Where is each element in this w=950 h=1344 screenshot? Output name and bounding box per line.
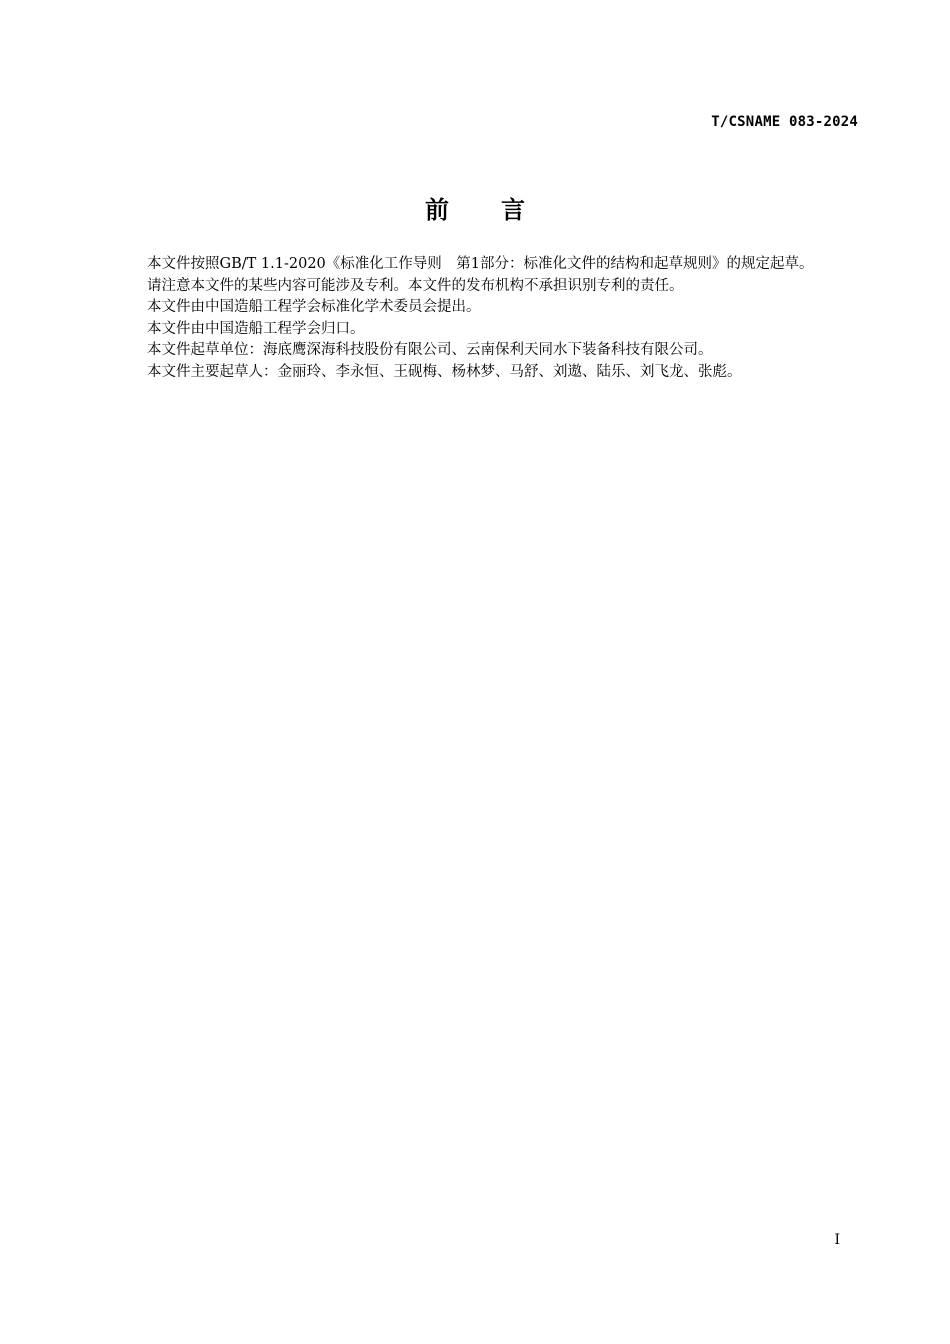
paragraph-centralized-by: 本文件由中国造船工程学会归口。 xyxy=(147,320,365,337)
foreword-body xyxy=(113,254,859,383)
page-title xyxy=(0,190,950,225)
page-number: I xyxy=(834,1232,840,1248)
paragraph-drafting-units: 本文件起草单位：海底鹰深海科技股份有限公司、云南保利天同水下装备科技有限公司。 xyxy=(147,342,713,358)
paragraph-patent-notice: 请注意本文件的某些内容可能涉及专利。本文件的发布机构不承担识别专利的责任。 xyxy=(147,277,684,294)
title-char-2: 言 xyxy=(501,196,525,224)
paragraph-drafters: 本文件主要起草人：金丽玲、李永恒、王砚梅、杨林梦、马舒、刘遨、陆乐、刘飞龙、张彪。 xyxy=(147,363,742,380)
paragraph-drafting-rules: 本文件按照GB/T 1.1-2020《标准化工作导则 第1部分：标准化文件的结构和起草规则》的规定起草。 xyxy=(147,256,814,272)
title-char-1: 前 xyxy=(425,196,449,224)
paragraph-proposed-by: 本文件由中国造船工程学会标准化学术委员会提出。 xyxy=(147,299,481,315)
document-number: T/CSNAME 083-2024 xyxy=(711,114,858,130)
